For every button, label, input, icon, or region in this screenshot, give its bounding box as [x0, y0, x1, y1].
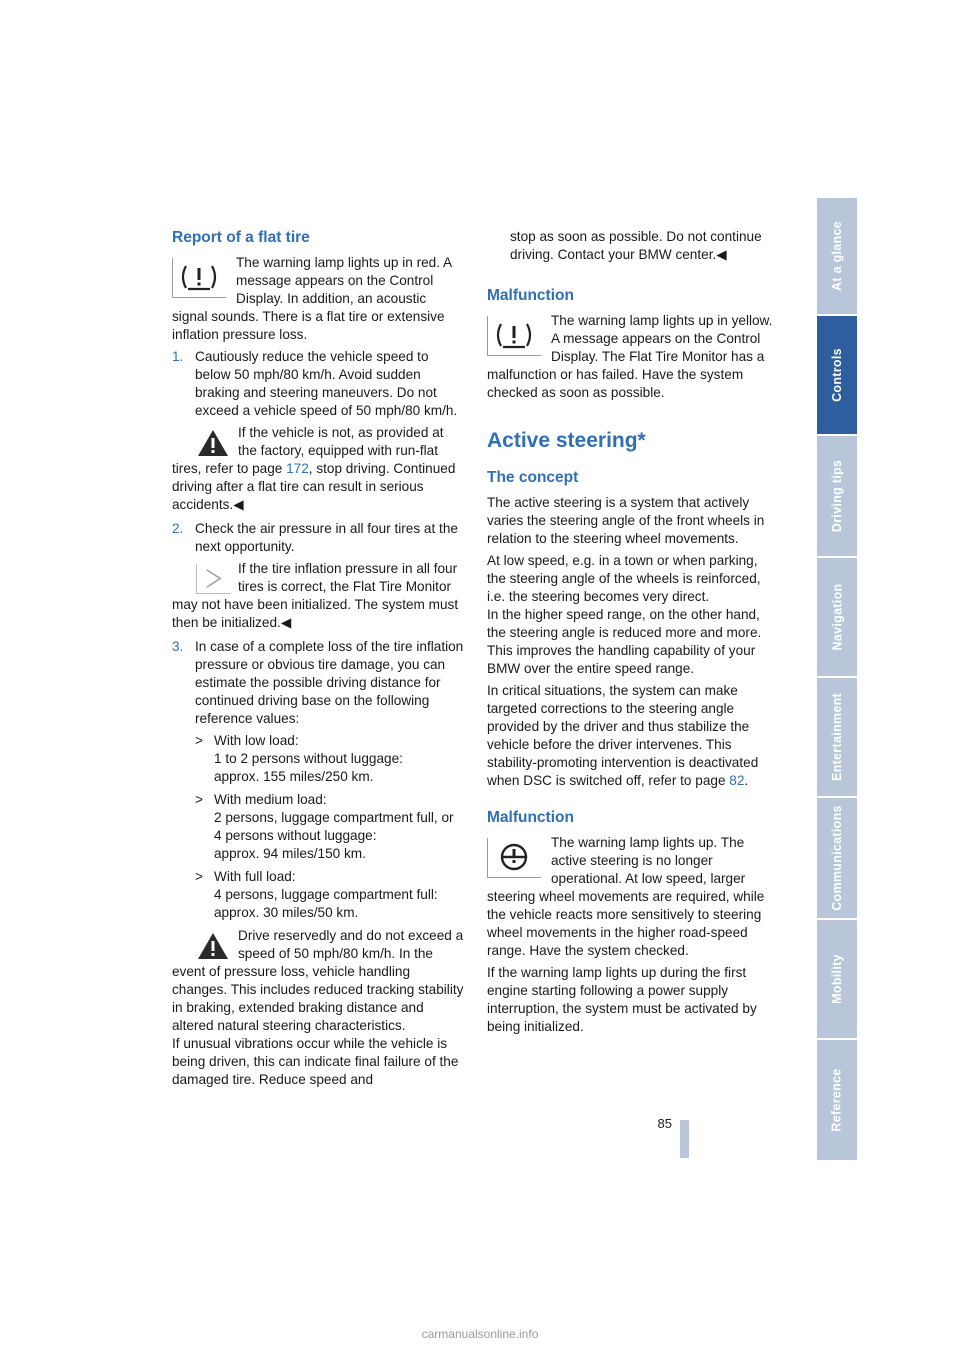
bullet-line: approx. 94 miles/150 km. [214, 846, 366, 861]
bullet-item [195, 791, 464, 863]
warning-note-text: Drive reservedly and do not exceed a speed of 50 mph/80 km/h. In the event of pressure loss, vehicle handling changes. This includes reduced tracking stability in braking, extended braking distance and altered natural steering characteristics. [172, 928, 464, 1033]
tab-reference[interactable]: Reference [817, 1040, 857, 1160]
tab-controls[interactable]: Controls [817, 316, 857, 434]
flat-tire-description: The warning lamp lights up in red. A message appears on the Control Display. In addition, an acoustic signal sounds. There is a flat tire or extensive inflation pressure loss. [172, 255, 452, 342]
tab-entertainment[interactable]: Entertainment [817, 678, 857, 796]
warning-note [172, 424, 464, 514]
footer-edition: Online Edition for Part-No. 01 41 0 158 445 - © 09/04 BMW AG [305, 1137, 655, 1151]
heading-concept: The concept [487, 469, 579, 486]
bullet-item [195, 732, 464, 786]
note-arrow-icon [196, 564, 230, 594]
page-number: 85 [657, 1116, 672, 1131]
warning-triangle-icon [196, 428, 230, 458]
list-number: 3. [172, 639, 184, 654]
tab-mobility[interactable]: Mobility [817, 920, 857, 1038]
heading-report-flat-tire: Report of a flat tire [172, 229, 310, 246]
tab-at-a-glance[interactable]: At a glance [817, 198, 857, 314]
concept-paragraph: At low speed, e.g. in a town or when parking, the steering angle of the wheels is reinforced, i.e. the steering becomes very direct. [487, 553, 761, 604]
continued-text: stop as soon as possible. Do not continue driving. Contact your BMW center.◀ [510, 229, 762, 262]
page-link-172[interactable]: 172 [286, 461, 309, 476]
bullet-line: 1 to 2 persons without luggage: [214, 751, 403, 766]
info-note-text: If the tire inflation pressure in all four tires is correct, the Flat Tire Monitor may not have been initialized. The system must then be initialized.◀ [172, 561, 459, 630]
list-item [172, 520, 464, 632]
bullet-line: approx. 30 miles/50 km. [214, 905, 359, 920]
bullet-mark: > [195, 792, 203, 807]
concept-paragraph: In critical situations, the system can make targeted corrections to the steering angle provided by the driver and thus stabilize the vehicle before the driver intervenes. This stability-promoting intervention is deactivated when DSC is switched off, refer to page 82. [487, 683, 759, 788]
bullet-line: 4 persons, luggage compartment full: [214, 887, 438, 902]
left-column [172, 228, 464, 1095]
flat-tire-malfunction-lamp-icon [487, 316, 541, 356]
bullet-line: approx. 155 miles/250 km. [214, 769, 374, 784]
page-link-82[interactable]: 82 [729, 773, 745, 788]
steering-malfunction-description: The warning lamp lights up. The active steering is no longer operational. At low speed, larger steering wheel movements are required, while the vehicle reacts more sensitively to steering wheel movements in the higher road-speed range. Have the system checked. [487, 835, 765, 958]
list-item-text: Check the air pressure in all four tires at the next opportunity. [195, 521, 458, 554]
bullet-item [195, 868, 464, 922]
info-note [172, 560, 464, 632]
bullet-mark: > [195, 869, 203, 884]
list-item [172, 348, 464, 514]
bullet-title: With medium load: [214, 792, 327, 807]
list-item-text: Cautiously reduce the vehicle speed to below 50 mph/80 km/h. Avoid sudden braking and steering maneuvers. Do not exceed a vehicle speed of 50 mph/80 km/h. [195, 349, 458, 418]
bullet-title: With full load: [214, 869, 296, 884]
concept-paragraph: The active steering is a system that actively varies the steering angle of the front wheels in relation to the steering wheel movements. [487, 495, 765, 546]
heading-malfunction-steering: Malfunction [487, 809, 574, 826]
chapter-sidebar [817, 198, 857, 1160]
warning-note-text-continued: If unusual vibrations occur while the vehicle is being driven, this can indicate final failure of the damaged tire. Reduce speed and [172, 1036, 459, 1087]
warning-triangle-icon [196, 931, 230, 961]
steering-malfunction-paragraph: If the warning lamp lights up during the first engine starting following a power supply interruption, the system must be activated by being initialized. [487, 965, 757, 1034]
list-item [172, 638, 464, 1089]
bullet-mark: > [195, 733, 203, 748]
steering-warning-lamp-icon [487, 838, 541, 878]
warning-note [172, 927, 464, 1089]
watermark: carmanualsonline.info [421, 1327, 539, 1341]
tab-driving-tips[interactable]: Driving tips [817, 436, 857, 556]
heading-active-steering: Active steering* [487, 429, 646, 452]
tab-navigation[interactable]: Navigation [817, 558, 857, 676]
list-number: 2. [172, 521, 184, 536]
list-item-text: In case of a complete loss of the tire inflation pressure or obvious tire damage, you can estimate the possible driving distance for continued driving base on the following reference values: [195, 639, 464, 726]
right-column [487, 228, 779, 1040]
bullet-line: 2 persons, luggage compartment full, or 4 persons without luggage: [214, 810, 454, 843]
heading-malfunction-flat-tire: Malfunction [487, 287, 574, 304]
concept-paragraph: In the higher speed range, on the other hand, the steering angle is reduced more and more. This improves the handling capability of your BMW over the entire speed range. [487, 607, 762, 676]
malfunction-description: The warning lamp lights up in yellow. A message appears on the Control Display. The Flat Tire Monitor has a malfunction or has failed. Have the system checked as soon as possible. [487, 313, 773, 400]
list-number: 1. [172, 349, 184, 364]
bullet-title: With low load: [214, 733, 299, 748]
tab-communications[interactable]: Communications [817, 798, 857, 918]
flat-tire-warning-lamp-icon [172, 258, 226, 298]
warning-note-text: If the vehicle is not, as provided at the factory, equipped with run-flat tires, refer to page 172, stop driving. Continued driving after a flat tire can result in serious accidents.◀ [172, 425, 456, 512]
